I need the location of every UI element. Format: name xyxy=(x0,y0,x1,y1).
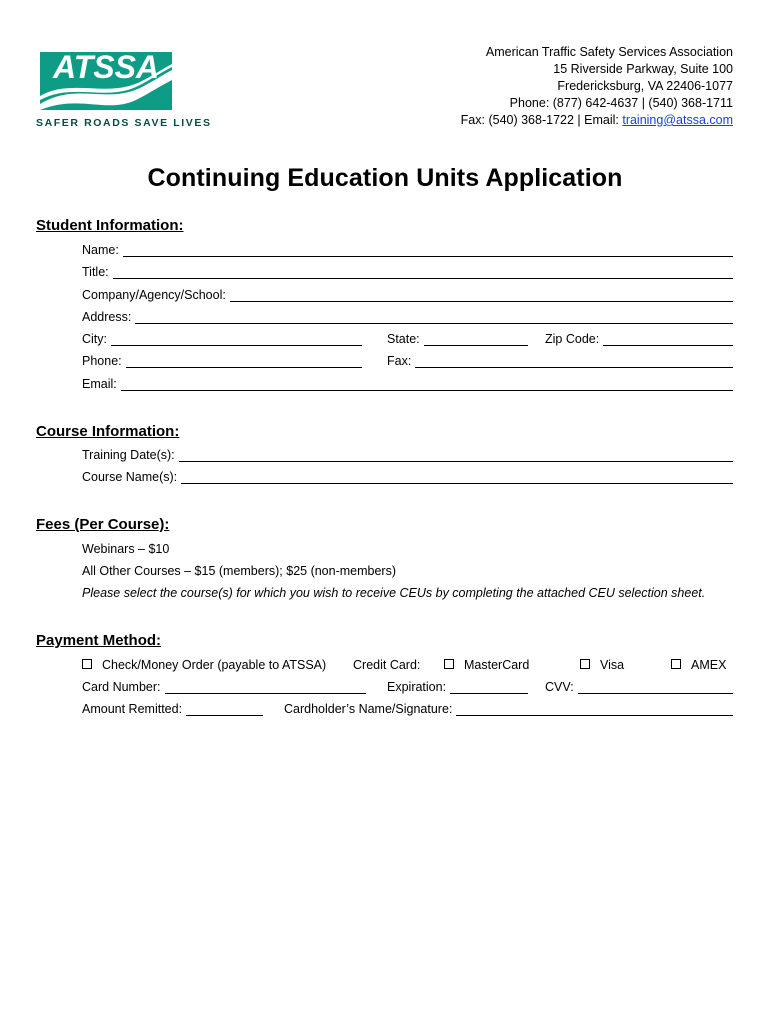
email-field[interactable] xyxy=(82,377,733,391)
email-line[interactable] xyxy=(121,378,733,391)
org-name: American Traffic Safety Services Association xyxy=(485,45,733,59)
company-label: Company/Agency/School: xyxy=(82,288,226,302)
fees-note: Please select the course(s) for which you wish to receive CEUs by completing the attached CEU selection sheet. xyxy=(82,586,706,600)
zip-field[interactable] xyxy=(545,332,733,346)
fees-heading: Fees (Per Course): xyxy=(36,516,170,533)
check-label: Check/Money Order (payable to ATSSA) xyxy=(102,658,327,672)
cvv-label: CVV: xyxy=(545,680,574,694)
course-names-label: Course Name(s): xyxy=(82,470,178,484)
check-option[interactable] xyxy=(82,658,326,672)
fee-other-courses: All Other Courses – $15 (members); $25 (non-members) xyxy=(82,564,397,578)
page-title: Continuing Education Units Application xyxy=(147,164,623,192)
email-link[interactable]: training@atssa.com xyxy=(622,113,733,127)
amex-label: AMEX xyxy=(691,658,727,672)
amount-remitted-label: Amount Remitted: xyxy=(82,702,183,716)
company-line[interactable] xyxy=(230,289,733,302)
cardholder-line[interactable] xyxy=(456,703,733,716)
expiration-label: Expiration: xyxy=(387,680,447,694)
course-heading: Course Information: xyxy=(36,423,180,440)
amex-checkbox[interactable] xyxy=(671,659,681,669)
phone-line[interactable] xyxy=(126,355,362,368)
training-dates-label: Training Date(s): xyxy=(82,448,175,462)
card-number-field[interactable] xyxy=(82,680,366,694)
logo-tagline: SAFER ROADS SAVE LIVES xyxy=(36,117,212,129)
city-field[interactable] xyxy=(82,332,362,346)
card-number-label: Card Number: xyxy=(82,680,161,694)
city-label: City: xyxy=(82,332,107,346)
amount-remitted-field[interactable] xyxy=(82,702,263,716)
fax-field[interactable] xyxy=(387,354,733,368)
state-label: State: xyxy=(387,332,420,346)
company-field[interactable] xyxy=(82,288,733,302)
cardholder-field[interactable] xyxy=(284,702,733,716)
state-line[interactable] xyxy=(424,333,528,346)
visa-label: Visa xyxy=(600,658,625,672)
visa-checkbox[interactable] xyxy=(580,659,590,669)
org-city: Fredericksburg, VA 22406-1077 xyxy=(557,79,733,93)
logo-text: ATSSA xyxy=(52,49,160,85)
cvv-line[interactable] xyxy=(578,681,733,694)
cardholder-label: Cardholder’s Name/Signature: xyxy=(284,702,453,716)
amex-option[interactable] xyxy=(671,658,726,672)
org-fax: Fax: (540) 368-1722 | Email: xyxy=(460,113,623,127)
mastercard-option[interactable] xyxy=(444,658,529,672)
fax-line[interactable] xyxy=(415,355,733,368)
training-dates-line[interactable] xyxy=(179,449,733,462)
credit-card-label: Credit Card: xyxy=(353,658,421,672)
expiration-line[interactable] xyxy=(450,681,528,694)
payment-heading: Payment Method: xyxy=(36,632,162,649)
amount-remitted-line[interactable] xyxy=(186,703,263,716)
address-line[interactable] xyxy=(135,311,733,324)
fax-label: Fax: xyxy=(387,354,412,368)
title-line[interactable] xyxy=(113,266,733,279)
org-contact-block xyxy=(461,44,733,129)
visa-option[interactable] xyxy=(580,658,624,672)
name-field[interactable] xyxy=(82,243,733,257)
org-phone: Phone: (877) 642-4637 | (540) 368-1711 xyxy=(509,96,733,110)
org-fax-email xyxy=(461,112,733,129)
email-label: Email: xyxy=(82,377,117,391)
course-names-line[interactable] xyxy=(181,471,733,484)
fee-webinars: Webinars – $10 xyxy=(82,542,170,556)
phone-field[interactable] xyxy=(82,354,362,368)
org-street: 15 Riverside Parkway, Suite 100 xyxy=(553,62,733,76)
training-dates-field[interactable] xyxy=(82,448,733,462)
address-field[interactable] xyxy=(82,310,733,324)
card-number-line[interactable] xyxy=(165,681,367,694)
student-heading: Student Information: xyxy=(36,217,184,234)
check-checkbox[interactable] xyxy=(82,659,92,669)
phone-label: Phone: xyxy=(82,354,122,368)
cvv-field[interactable] xyxy=(545,680,733,694)
zip-line[interactable] xyxy=(603,333,733,346)
zip-label: Zip Code: xyxy=(545,332,600,346)
name-label: Name: xyxy=(82,243,119,257)
name-line[interactable] xyxy=(123,244,733,257)
city-line[interactable] xyxy=(111,333,362,346)
expiration-field[interactable] xyxy=(387,680,528,694)
address-label: Address: xyxy=(82,310,132,324)
title-field[interactable] xyxy=(82,265,733,279)
course-names-field[interactable] xyxy=(82,470,733,484)
mastercard-label: MasterCard xyxy=(464,658,530,672)
state-field[interactable] xyxy=(387,332,528,346)
title-label: Title: xyxy=(82,265,109,279)
mastercard-checkbox[interactable] xyxy=(444,659,454,669)
